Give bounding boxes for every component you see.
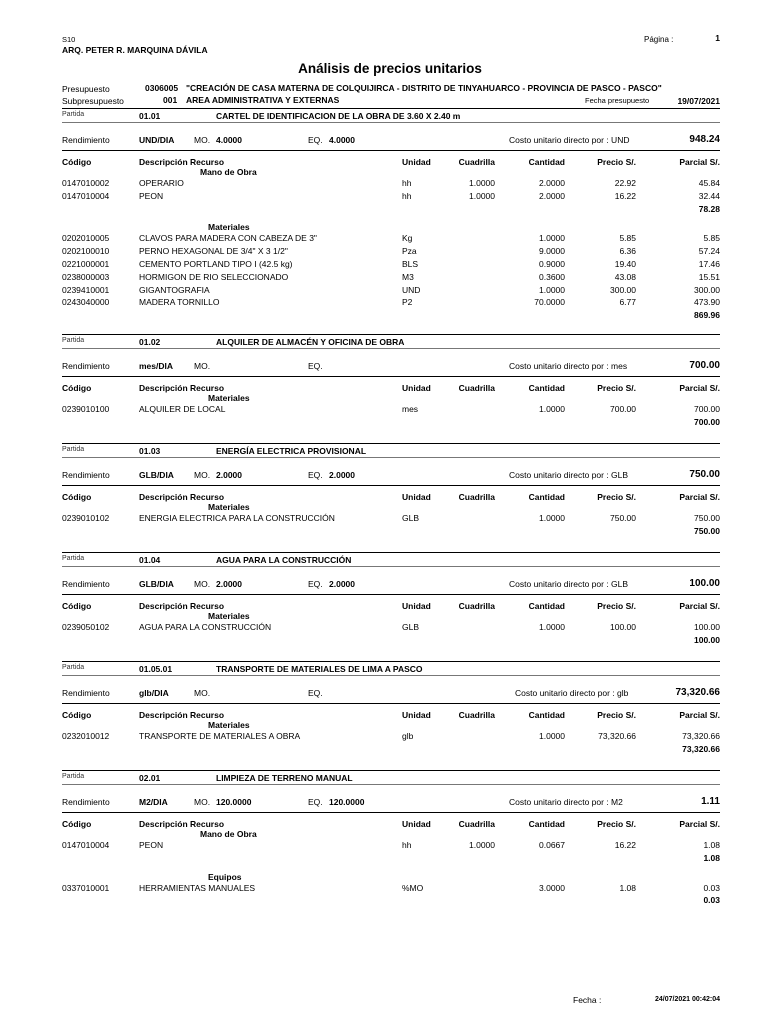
col-cuadrilla: Cuadrilla — [458, 601, 495, 611]
row-parcial: 750.00 — [694, 513, 720, 523]
eq-value: 4.0000 — [329, 135, 355, 145]
col-unidad: Unidad — [402, 601, 431, 611]
row-cuadrilla: 1.0000 — [469, 178, 495, 188]
row-descripcion: GIGANTOGRAFIA — [139, 284, 210, 295]
row-unidad: P2 — [402, 297, 413, 308]
row-precio: 100.00 — [610, 622, 636, 632]
partida-code: 01.01 — [139, 111, 161, 121]
mo-label: MO. — [194, 579, 211, 589]
col-unidad: Unidad — [402, 157, 431, 167]
rendimiento-unit: GLB/DIA — [139, 579, 174, 589]
group-subtotal: 73,320.66 — [682, 743, 720, 754]
group-subtotal: 78.28 — [698, 203, 720, 214]
group-title: Materiales — [208, 502, 250, 512]
row-codigo: 0239050102 — [62, 622, 110, 632]
costo-unitario-label: Costo unitario directo por : UND — [509, 135, 630, 145]
partida-divider — [62, 334, 720, 335]
mo-label: MO. — [194, 135, 211, 145]
eq-label: EQ. — [308, 470, 323, 480]
rendimiento-unit: GLB/DIA — [139, 470, 174, 480]
eq-value: 2.0000 — [329, 579, 355, 589]
row-parcial: 45.84 — [698, 178, 720, 188]
partida-underline — [62, 675, 720, 676]
col-precio: Precio S/. — [597, 819, 636, 829]
row-cantidad: 2.0000 — [539, 178, 565, 188]
subpresupuesto-code: 001 — [163, 95, 178, 105]
costo-unitario-value: 73,320.66 — [675, 687, 720, 698]
row-cuadrilla: 1.0000 — [469, 840, 495, 850]
costo-unitario-label: Costo unitario directo por : GLB — [509, 579, 629, 589]
row-parcial: 1.08 — [703, 840, 720, 850]
rendimiento-label: Rendimiento — [62, 470, 110, 480]
rendimiento-label: Rendimiento — [62, 579, 110, 589]
row-codigo: 0147010002 — [62, 178, 110, 188]
row-codigo: 0221000001 — [62, 259, 110, 269]
rendimiento-unit: UND/DIA — [139, 135, 175, 145]
group-title: Materiales — [208, 222, 250, 233]
row-codigo: 0238000003 — [62, 271, 110, 282]
eq-label: EQ. — [308, 135, 323, 145]
row-precio: 1.08 — [619, 882, 636, 893]
mo-label: MO. — [194, 361, 211, 371]
author: ARQ. PETER R. MARQUINA DÁVILA — [62, 45, 208, 55]
eq-value: 2.0000 — [329, 470, 355, 480]
page-label: Página : — [644, 35, 674, 44]
row-unidad: glb — [402, 731, 414, 741]
group-title: Mano de Obra — [200, 167, 257, 177]
row-descripcion: HORMIGON DE RIO SELECCIONADO — [139, 271, 289, 282]
col-cantidad: Cantidad — [528, 157, 565, 167]
footer-fecha-label: Fecha : — [573, 995, 602, 1005]
group-title: Mano de Obra — [200, 829, 257, 839]
col-unidad: Unidad — [402, 710, 431, 720]
partida-label: Partida — [62, 111, 85, 118]
rendimiento-label: Rendimiento — [62, 361, 110, 371]
row-cantidad: 1.0000 — [539, 513, 565, 523]
row-precio: 6.77 — [619, 297, 636, 308]
mo-value: 4.0000 — [216, 135, 242, 145]
partida-name: TRANSPORTE DE MATERIALES DE LIMA A PASCO — [216, 664, 423, 674]
row-unidad: hh — [402, 190, 412, 201]
col-codigo: Código — [62, 157, 92, 167]
col-parcial: Parcial S/. — [679, 383, 720, 393]
group-subtotal: 750.00 — [694, 525, 720, 536]
col-precio: Precio S/. — [597, 601, 636, 611]
row-codigo: 0147010004 — [62, 840, 110, 850]
row-codigo: 0337010001 — [62, 882, 110, 893]
partida-label: Partida — [62, 446, 85, 453]
col-precio: Precio S/. — [597, 492, 636, 502]
row-precio: 73,320.66 — [598, 731, 636, 741]
col-precio: Precio S/. — [597, 383, 636, 393]
col-cuadrilla: Cuadrilla — [458, 383, 495, 393]
costo-unitario-value: 1.11 — [701, 796, 720, 807]
row-precio: 750.00 — [610, 513, 636, 523]
col-descripcion: Descripción Recurso — [139, 819, 225, 829]
row-cantidad: 0.9000 — [539, 259, 565, 269]
rendimiento-label: Rendimiento — [62, 135, 110, 145]
partida-name: ENERGÍA ELECTRICA PROVISIONAL — [216, 446, 367, 456]
col-unidad: Unidad — [402, 383, 431, 393]
col-descripcion: Descripción Recurso — [139, 601, 225, 611]
rendimiento-unit: mes/DIA — [139, 361, 174, 371]
mo-label: MO. — [194, 688, 211, 698]
row-cantidad: 70.0000 — [534, 297, 565, 308]
rendimiento-unit: glb/DIA — [139, 688, 169, 698]
rendimiento-underline — [62, 812, 720, 813]
partida-name: CARTEL DE IDENTIFICACION DE LA OBRA DE 3.60 X 2.40 m — [216, 111, 461, 121]
partida-underline — [62, 784, 720, 785]
mo-value: 2.0000 — [216, 470, 242, 480]
col-precio: Precio S/. — [597, 710, 636, 720]
costo-unitario-value: 100.00 — [689, 578, 720, 589]
partida-label: Partida — [62, 337, 85, 344]
row-parcial: 300.00 — [694, 284, 720, 295]
row-descripcion: ENERGIA ELECTRICA PARA LA CONSTRUCCIÓN — [139, 513, 335, 523]
col-unidad: Unidad — [402, 492, 431, 502]
col-cuadrilla: Cuadrilla — [458, 710, 495, 720]
row-unidad: BLS — [402, 259, 419, 269]
subpresupuesto-name: AREA ADMINISTRATIVA Y EXTERNAS — [186, 95, 340, 105]
row-codigo: 0202100010 — [62, 246, 110, 257]
fecha-presupuesto: 19/07/2021 — [677, 96, 720, 106]
col-cantidad: Cantidad — [528, 710, 565, 720]
col-cantidad: Cantidad — [528, 492, 565, 502]
col-cantidad: Cantidad — [528, 601, 565, 611]
row-unidad: GLB — [402, 513, 420, 523]
costo-unitario-label: Costo unitario directo por : mes — [509, 361, 628, 371]
col-cantidad: Cantidad — [528, 383, 565, 393]
row-parcial: 5.85 — [703, 233, 720, 244]
row-cantidad: 1.0000 — [539, 404, 565, 414]
mo-label: MO. — [194, 470, 211, 480]
col-codigo: Código — [62, 819, 92, 829]
partida-divider — [62, 552, 720, 553]
col-parcial: Parcial S/. — [679, 819, 720, 829]
col-unidad: Unidad — [402, 819, 431, 829]
row-parcial: 15.51 — [698, 271, 720, 282]
row-descripcion: HERRAMIENTAS MANUALES — [139, 882, 256, 893]
rendimiento-underline — [62, 594, 720, 595]
col-descripcion: Descripción Recurso — [139, 383, 225, 393]
row-cantidad: 0.0667 — [539, 840, 565, 850]
footer-fecha: 24/07/2021 00:42:04 — [655, 996, 720, 1003]
row-unidad: UND — [402, 284, 421, 295]
row-cantidad: 1.0000 — [539, 622, 565, 632]
row-descripcion: AGUA PARA LA CONSTRUCCIÓN — [139, 622, 272, 632]
row-codigo: 0243040000 — [62, 297, 110, 308]
col-descripcion: Descripción Recurso — [139, 492, 225, 502]
col-cantidad: Cantidad — [528, 819, 565, 829]
row-precio: 22.92 — [614, 178, 636, 188]
rendimiento-underline — [62, 150, 720, 151]
col-descripcion: Descripción Recurso — [139, 710, 225, 720]
row-descripcion: OPERARIO — [139, 178, 184, 188]
row-cantidad: 3.0000 — [539, 882, 565, 893]
row-unidad: mes — [402, 404, 419, 414]
group-title: Materiales — [208, 720, 250, 730]
col-codigo: Código — [62, 710, 92, 720]
rendimiento-underline — [62, 485, 720, 486]
row-codigo: 0239410001 — [62, 284, 110, 295]
row-unidad: GLB — [402, 622, 420, 632]
col-cuadrilla: Cuadrilla — [458, 819, 495, 829]
mo-label: MO. — [194, 797, 211, 807]
row-descripcion: MADERA TORNILLO — [139, 297, 220, 308]
col-precio: Precio S/. — [597, 157, 636, 167]
row-cantidad: 1.0000 — [539, 284, 565, 295]
eq-label: EQ. — [308, 361, 323, 371]
partida-underline — [62, 566, 720, 567]
mo-value: 2.0000 — [216, 579, 242, 589]
partida-underline — [62, 457, 720, 458]
row-parcial: 73,320.66 — [682, 731, 720, 741]
eq-label: EQ. — [308, 797, 323, 807]
group-subtotal: 0.03 — [703, 895, 720, 906]
row-descripcion: CLAVOS PARA MADERA CON CABEZA DE 3" — [139, 233, 317, 244]
costo-unitario-label: Costo unitario directo por : M2 — [509, 797, 623, 807]
row-precio: 700.00 — [610, 404, 636, 414]
partida-code: 01.05.01 — [139, 664, 173, 674]
row-unidad: hh — [402, 840, 412, 850]
group-title: Materiales — [208, 611, 250, 621]
rendimiento-unit: M2/DIA — [139, 797, 168, 807]
row-precio: 5.85 — [619, 233, 636, 244]
group-title: Materiales — [208, 393, 250, 403]
col-descripcion: Descripción Recurso — [139, 157, 225, 167]
row-cantidad: 0.3600 — [539, 271, 565, 282]
col-parcial: Parcial S/. — [679, 710, 720, 720]
row-parcial: 32.44 — [698, 190, 720, 201]
partida-name: AGUA PARA LA CONSTRUCCIÓN — [216, 555, 352, 565]
group-subtotal: 1.08 — [703, 852, 720, 863]
row-unidad: %MO — [402, 882, 424, 893]
partida-label: Partida — [62, 664, 85, 671]
row-descripcion: PERNO HEXAGONAL DE 3/4" X 3 1/2" — [139, 246, 288, 257]
partida-divider — [62, 770, 720, 771]
row-codigo: 0147010004 — [62, 190, 110, 201]
report-code: S10 — [62, 35, 76, 44]
partida-name: LIMPIEZA DE TERRENO MANUAL — [216, 773, 353, 783]
presupuesto-name: "CREACIÓN DE CASA MATERNA DE COLQUIJIRCA - DISTRITO DE TINYAHUARCO - PROVINCIA DE PASCO - PASCO" — [186, 83, 662, 93]
row-precio: 6.36 — [619, 246, 636, 257]
row-precio: 16.22 — [614, 190, 636, 201]
row-cantidad: 1.0000 — [539, 233, 565, 244]
page-number: 1 — [715, 33, 720, 43]
row-parcial: 0.03 — [703, 882, 720, 893]
row-parcial: 100.00 — [694, 622, 720, 632]
eq-label: EQ. — [308, 688, 323, 698]
partida-divider — [62, 661, 720, 662]
mo-value: 120.0000 — [216, 797, 252, 807]
col-parcial: Parcial S/. — [679, 601, 720, 611]
row-cantidad: 2.0000 — [539, 190, 565, 201]
row-descripcion: PEON — [139, 840, 164, 850]
fecha-presupuesto-label: Fecha presupuesto — [585, 96, 650, 105]
page-title: Análisis de precios unitarios — [298, 61, 482, 76]
row-codigo: 0232010012 — [62, 731, 110, 741]
row-descripcion: TRANSPORTE DE MATERIALES A OBRA — [139, 731, 301, 741]
costo-unitario-label: Costo unitario directo por : glb — [515, 688, 629, 698]
row-cuadrilla: 1.0000 — [469, 190, 495, 201]
partida-name: ALQUILER DE ALMACÉN Y OFICINA DE OBRA — [216, 337, 405, 347]
row-codigo: 0202010005 — [62, 233, 110, 244]
row-precio: 16.22 — [614, 840, 636, 850]
row-parcial: 57.24 — [698, 246, 720, 257]
rendimiento-underline — [62, 376, 720, 377]
partida-label: Partida — [62, 773, 85, 780]
costo-unitario-value: 948.24 — [689, 134, 720, 145]
subpresupuesto-label: Subpresupuesto — [62, 96, 124, 106]
presupuesto-label: Presupuesto — [62, 84, 110, 94]
rendimiento-label: Rendimiento — [62, 688, 110, 698]
row-unidad: hh — [402, 178, 412, 188]
costo-unitario-value: 700.00 — [689, 360, 720, 371]
row-parcial: 473.90 — [694, 297, 720, 308]
row-cantidad: 1.0000 — [539, 731, 565, 741]
partida-code: 02.01 — [139, 773, 161, 783]
col-codigo: Código — [62, 492, 92, 502]
rendimiento-label: Rendimiento — [62, 797, 110, 807]
row-unidad: Pza — [402, 246, 417, 257]
partida-code: 01.04 — [139, 555, 161, 565]
row-codigo: 0239010102 — [62, 513, 110, 523]
col-codigo: Código — [62, 383, 92, 393]
row-precio: 19.40 — [614, 259, 636, 269]
row-descripcion: PEON — [139, 190, 164, 201]
row-cantidad: 9.0000 — [539, 246, 565, 257]
row-parcial: 17.46 — [698, 259, 720, 269]
col-parcial: Parcial S/. — [679, 492, 720, 502]
row-descripcion: ALQUILER DE LOCAL — [139, 404, 226, 414]
costo-unitario-value: 750.00 — [689, 469, 720, 480]
row-codigo: 0239010100 — [62, 404, 110, 414]
row-descripcion: CEMENTO PORTLAND TIPO I (42.5 kg) — [139, 259, 293, 269]
partida-underline — [62, 122, 720, 123]
partida-code: 01.02 — [139, 337, 161, 347]
col-parcial: Parcial S/. — [679, 157, 720, 167]
group-subtotal: 869.96 — [694, 310, 720, 321]
partida-divider — [62, 443, 720, 444]
rendimiento-underline — [62, 703, 720, 704]
col-cuadrilla: Cuadrilla — [458, 157, 495, 167]
group-subtotal: 700.00 — [694, 416, 720, 427]
row-precio: 43.08 — [614, 271, 636, 282]
eq-label: EQ. — [308, 579, 323, 589]
eq-value: 120.0000 — [329, 797, 365, 807]
partida-divider — [62, 108, 720, 109]
partida-underline — [62, 348, 720, 349]
group-title: Equipos — [208, 871, 242, 882]
row-unidad: M3 — [402, 271, 414, 282]
partida-code: 01.03 — [139, 446, 161, 456]
row-parcial: 700.00 — [694, 404, 720, 414]
group-subtotal: 100.00 — [694, 634, 720, 645]
row-unidad: Kg — [402, 233, 413, 244]
row-precio: 300.00 — [610, 284, 636, 295]
partida-label: Partida — [62, 555, 85, 562]
col-codigo: Código — [62, 601, 92, 611]
costo-unitario-label: Costo unitario directo por : GLB — [509, 470, 629, 480]
presupuesto-code: 0306005 — [145, 83, 179, 93]
col-cuadrilla: Cuadrilla — [458, 492, 495, 502]
